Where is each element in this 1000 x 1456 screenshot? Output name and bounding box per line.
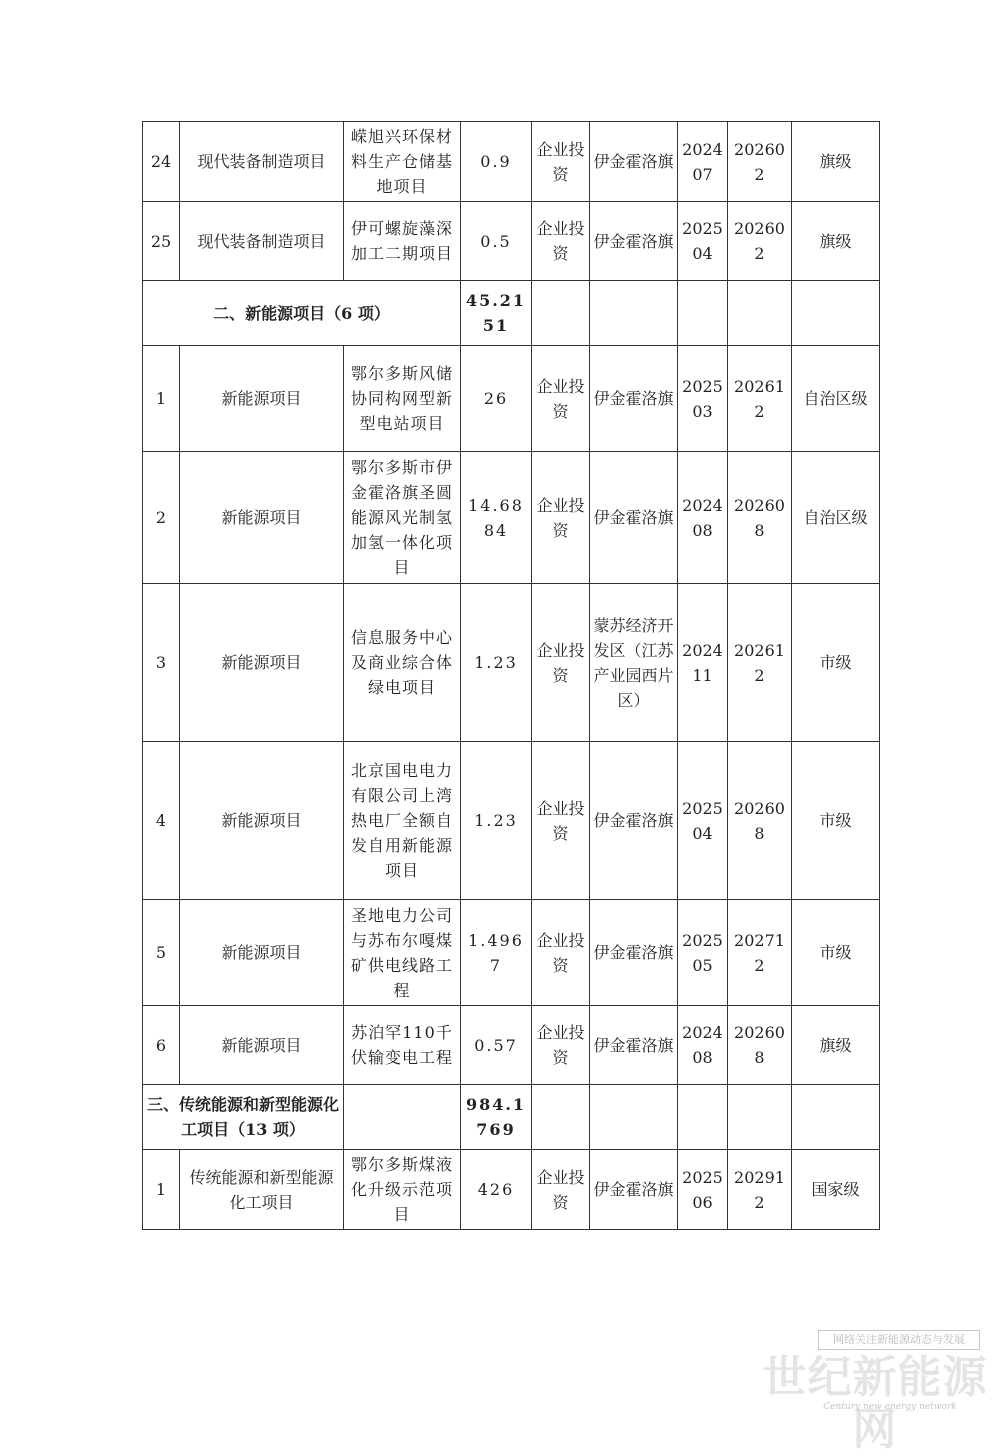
investment-type: 企业投资 bbox=[532, 452, 590, 584]
row-category: 新能源项目 bbox=[180, 452, 344, 584]
row-number: 24 bbox=[143, 122, 180, 202]
watermark-brand: 世纪新能源网 bbox=[762, 1352, 988, 1455]
end-date: 202602 bbox=[728, 202, 792, 281]
investment-type: 企业投资 bbox=[532, 202, 590, 281]
project-location: 伊金霍洛旗 bbox=[590, 900, 678, 1006]
investment-amount: 1.23 bbox=[461, 584, 532, 742]
investment-type: 企业投资 bbox=[532, 742, 590, 900]
investment-type: 企业投资 bbox=[532, 900, 590, 1006]
project-level: 旗级 bbox=[792, 1006, 880, 1085]
table-row bbox=[143, 900, 880, 1006]
section-total-amount: 45.2151 bbox=[461, 281, 532, 346]
project-table bbox=[142, 121, 880, 1230]
section-title: 三、传统能源和新型能源化工项目（13 项） bbox=[143, 1085, 344, 1150]
start-date: 202408 bbox=[678, 1006, 728, 1085]
table-row bbox=[143, 202, 880, 281]
row-number: 4 bbox=[143, 742, 180, 900]
project-location: 蒙苏经济开发区（江苏产业园西片区） bbox=[590, 584, 678, 742]
investment-type: 企业投资 bbox=[532, 1006, 590, 1085]
investment-amount: 14.6884 bbox=[461, 452, 532, 584]
start-date: 202506 bbox=[678, 1150, 728, 1230]
section-header-row bbox=[143, 1085, 880, 1150]
project-location: 伊金霍洛旗 bbox=[590, 346, 678, 452]
project-level: 国家级 bbox=[792, 1150, 880, 1230]
end-date: 202608 bbox=[728, 1006, 792, 1085]
row-number: 5 bbox=[143, 900, 180, 1006]
investment-amount: 0.57 bbox=[461, 1006, 532, 1085]
section-title: 二、新能源项目（6 项） bbox=[143, 281, 461, 346]
watermark-slogan: 网络关注新能源动态与发展 bbox=[818, 1330, 980, 1350]
project-location: 伊金霍洛旗 bbox=[590, 452, 678, 584]
project-level: 市级 bbox=[792, 584, 880, 742]
investment-amount: 1.4967 bbox=[461, 900, 532, 1006]
start-date: 202408 bbox=[678, 452, 728, 584]
project-level: 市级 bbox=[792, 742, 880, 900]
start-date: 202504 bbox=[678, 202, 728, 281]
start-date: 202407 bbox=[678, 122, 728, 202]
project-location: 伊金霍洛旗 bbox=[590, 1006, 678, 1085]
project-level: 旗级 bbox=[792, 202, 880, 281]
investment-amount: 26 bbox=[461, 346, 532, 452]
row-number: 3 bbox=[143, 584, 180, 742]
table-row bbox=[143, 1150, 880, 1230]
row-number: 6 bbox=[143, 1006, 180, 1085]
investment-type: 企业投资 bbox=[532, 346, 590, 452]
end-date: 202602 bbox=[728, 122, 792, 202]
end-date: 202608 bbox=[728, 742, 792, 900]
start-date: 202503 bbox=[678, 346, 728, 452]
section-total-amount: 984.1769 bbox=[461, 1085, 532, 1150]
start-date: 202505 bbox=[678, 900, 728, 1006]
row-category: 新能源项目 bbox=[180, 584, 344, 742]
row-number: 25 bbox=[143, 202, 180, 281]
watermark-english: Century new energy network bbox=[823, 1402, 957, 1412]
row-category: 现代装备制造项目 bbox=[180, 122, 344, 202]
row-category: 新能源项目 bbox=[180, 346, 344, 452]
table-row bbox=[143, 742, 880, 900]
investment-type: 企业投资 bbox=[532, 1150, 590, 1230]
row-number: 1 bbox=[143, 1150, 180, 1230]
project-location: 伊金霍洛旗 bbox=[590, 1150, 678, 1230]
row-category: 新能源项目 bbox=[180, 1006, 344, 1085]
end-date: 202612 bbox=[728, 584, 792, 742]
project-location: 伊金霍洛旗 bbox=[590, 202, 678, 281]
project-name: 鄂尔多斯风储协同构网型新型电站项目 bbox=[344, 346, 461, 452]
project-level: 旗级 bbox=[792, 122, 880, 202]
investment-amount: 1.23 bbox=[461, 742, 532, 900]
investment-type: 企业投资 bbox=[532, 584, 590, 742]
project-level: 自治区级 bbox=[792, 346, 880, 452]
row-category: 新能源项目 bbox=[180, 742, 344, 900]
table-row bbox=[143, 452, 880, 584]
project-name: 信息服务中心及商业综合体绿电项目 bbox=[344, 584, 461, 742]
investment-amount: 426 bbox=[461, 1150, 532, 1230]
end-date: 202608 bbox=[728, 452, 792, 584]
row-number: 1 bbox=[143, 346, 180, 452]
investment-amount: 0.5 bbox=[461, 202, 532, 281]
investment-type: 企业投资 bbox=[532, 122, 590, 202]
start-date: 202411 bbox=[678, 584, 728, 742]
row-category: 新能源项目 bbox=[180, 900, 344, 1006]
project-location: 伊金霍洛旗 bbox=[590, 742, 678, 900]
table-row bbox=[143, 346, 880, 452]
end-date: 202912 bbox=[728, 1150, 792, 1230]
table-row bbox=[143, 122, 880, 202]
project-name: 圣地电力公司与苏布尔嘎煤矿供电线路工程 bbox=[344, 900, 461, 1006]
row-category: 传统能源和新型能源化工项目 bbox=[180, 1150, 344, 1230]
end-date: 202712 bbox=[728, 900, 792, 1006]
project-name: 嵘旭兴环保材料生产仓储基地项目 bbox=[344, 122, 461, 202]
project-name: 鄂尔多斯煤液化升级示范项目 bbox=[344, 1150, 461, 1230]
end-date: 202612 bbox=[728, 346, 792, 452]
row-number: 2 bbox=[143, 452, 180, 584]
section-header-row bbox=[143, 281, 880, 346]
project-level: 市级 bbox=[792, 900, 880, 1006]
project-name: 鄂尔多斯市伊金霍洛旗圣圆能源风光制氢加氢一体化项目 bbox=[344, 452, 461, 584]
project-name: 北京国电电力有限公司上湾热电厂全额自发自用新能源项目 bbox=[344, 742, 461, 900]
row-category: 现代装备制造项目 bbox=[180, 202, 344, 281]
project-name: 伊可螺旋藻深加工二期项目 bbox=[344, 202, 461, 281]
project-location: 伊金霍洛旗 bbox=[590, 122, 678, 202]
start-date: 202504 bbox=[678, 742, 728, 900]
project-level: 自治区级 bbox=[792, 452, 880, 584]
project-name: 苏泊罕110千伏输变电工程 bbox=[344, 1006, 461, 1085]
table-row bbox=[143, 1006, 880, 1085]
table-row bbox=[143, 584, 880, 742]
investment-amount: 0.9 bbox=[461, 122, 532, 202]
